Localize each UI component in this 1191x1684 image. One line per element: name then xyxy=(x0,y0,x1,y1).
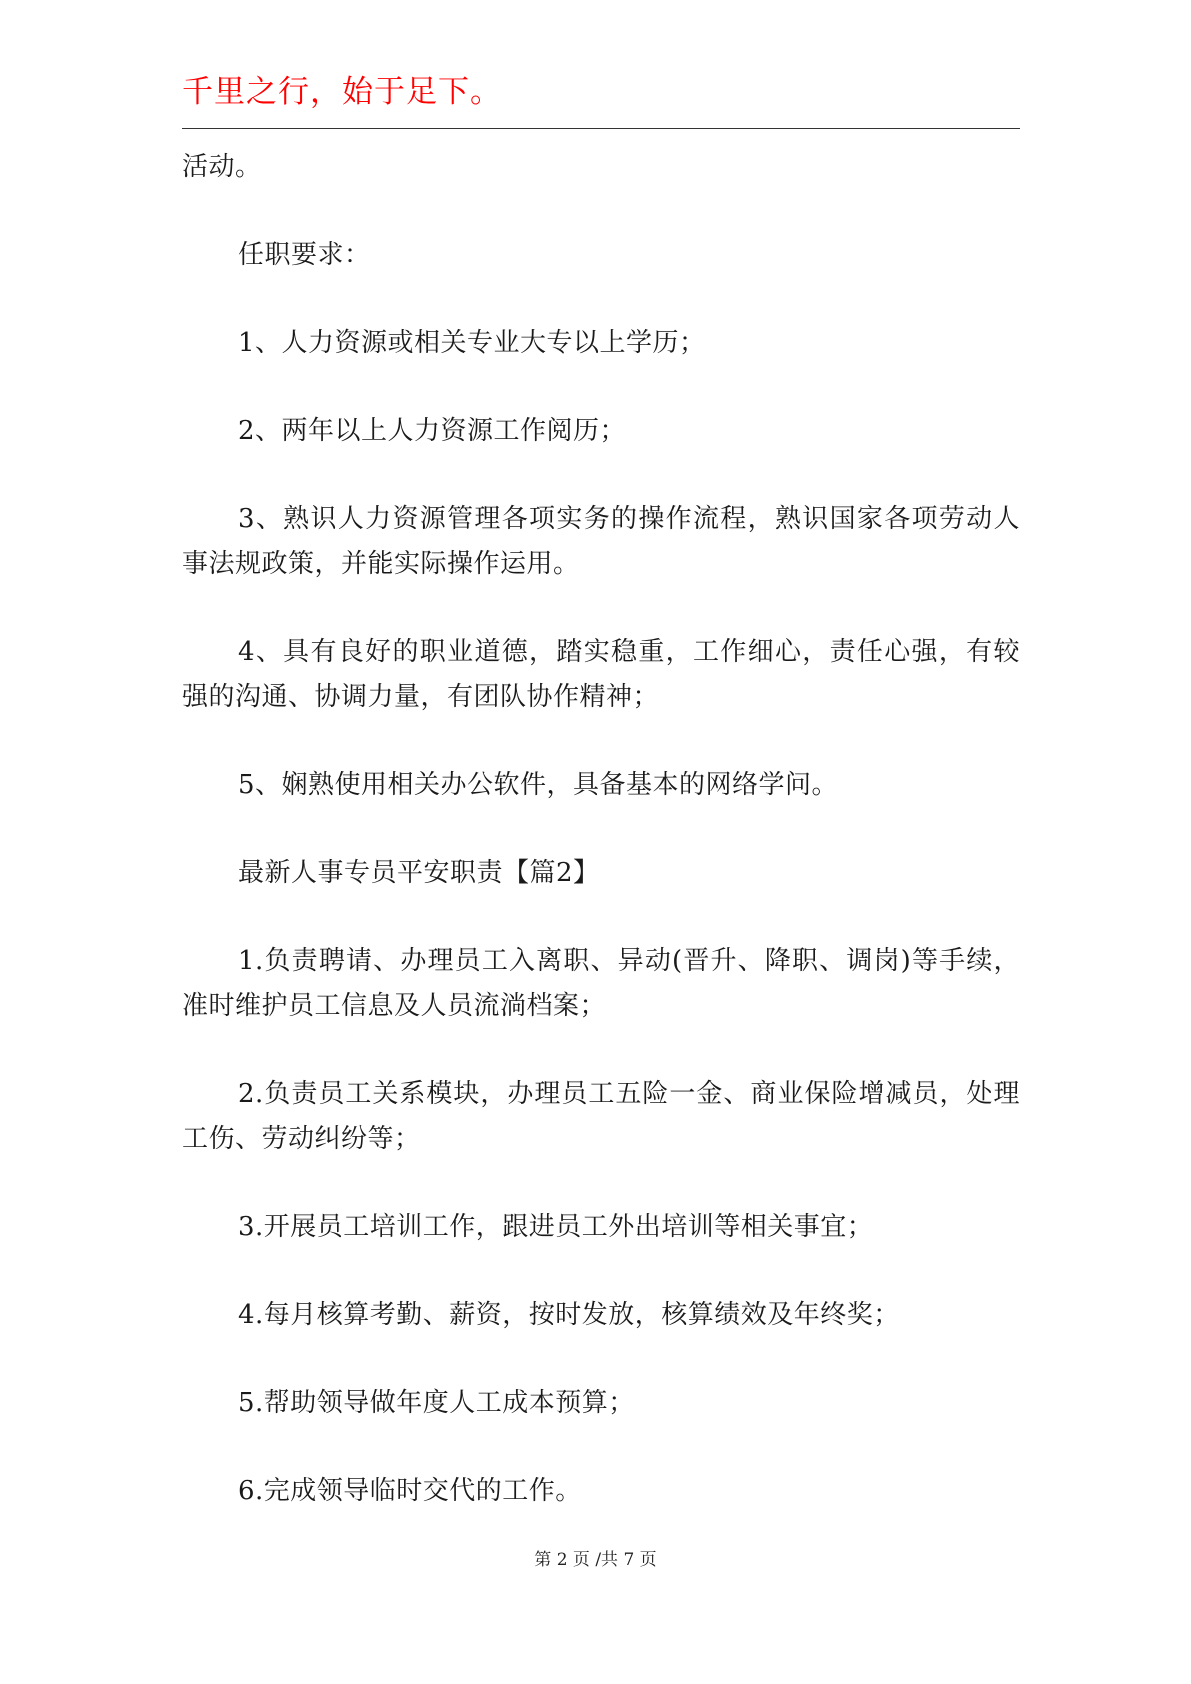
page-number: 第 2 页 /共 7 页 xyxy=(534,1550,657,1570)
duty-item-2: 2.负责员工关系模块，办理员工五险一金、商业保险增减员，处理工伤、劳动纠纷等； xyxy=(182,1079,1020,1154)
requirement-item-3: 3、熟识人力资源管理各项实务的操作流程，熟识国家各项劳动人事法规政策，并能实际操作运用。 xyxy=(182,504,1020,579)
requirement-item-5: 5、娴熟使用相关办公软件，具备基本的网络学问。 xyxy=(238,770,839,800)
requirement-item-4: 4、具有良好的职业道德，踏实稳重，工作细心，责任心强，有较强的沟通、协调力量，有团队协作精神； xyxy=(182,637,1020,712)
requirement-item-1: 1、人力资源或相关专业大专以上学历； xyxy=(238,328,706,358)
paragraph-continuation: 活动。 xyxy=(182,152,262,182)
header-title: 千里之行，始于足下。 xyxy=(182,74,502,110)
section-heading-requirements: 任职要求： xyxy=(238,240,371,270)
duty-item-6: 6.完成领导临时交代的工作。 xyxy=(238,1476,582,1506)
duty-item-5: 5.帮助领导做年度人工成本预算； xyxy=(238,1388,635,1418)
duty-item-1: 1.负责聘请、办理员工入离职、异动(晋升、降职、调岗)等手续，准时维护员工信息及人员流淌档案； xyxy=(182,946,1020,1021)
duty-item-3: 3.开展员工培训工作，跟进员工外出培训等相关事宜； xyxy=(238,1212,874,1242)
document-body xyxy=(182,145,1020,1557)
section-heading-part-2: 最新人事专员平安职责【篇2】 xyxy=(238,858,600,888)
header-divider xyxy=(182,128,1020,129)
duty-item-4: 4.每月核算考勤、薪资，按时发放，核算绩效及年终奖； xyxy=(238,1300,900,1330)
requirement-item-2: 2、两年以上人力资源工作阅历； xyxy=(238,416,627,446)
